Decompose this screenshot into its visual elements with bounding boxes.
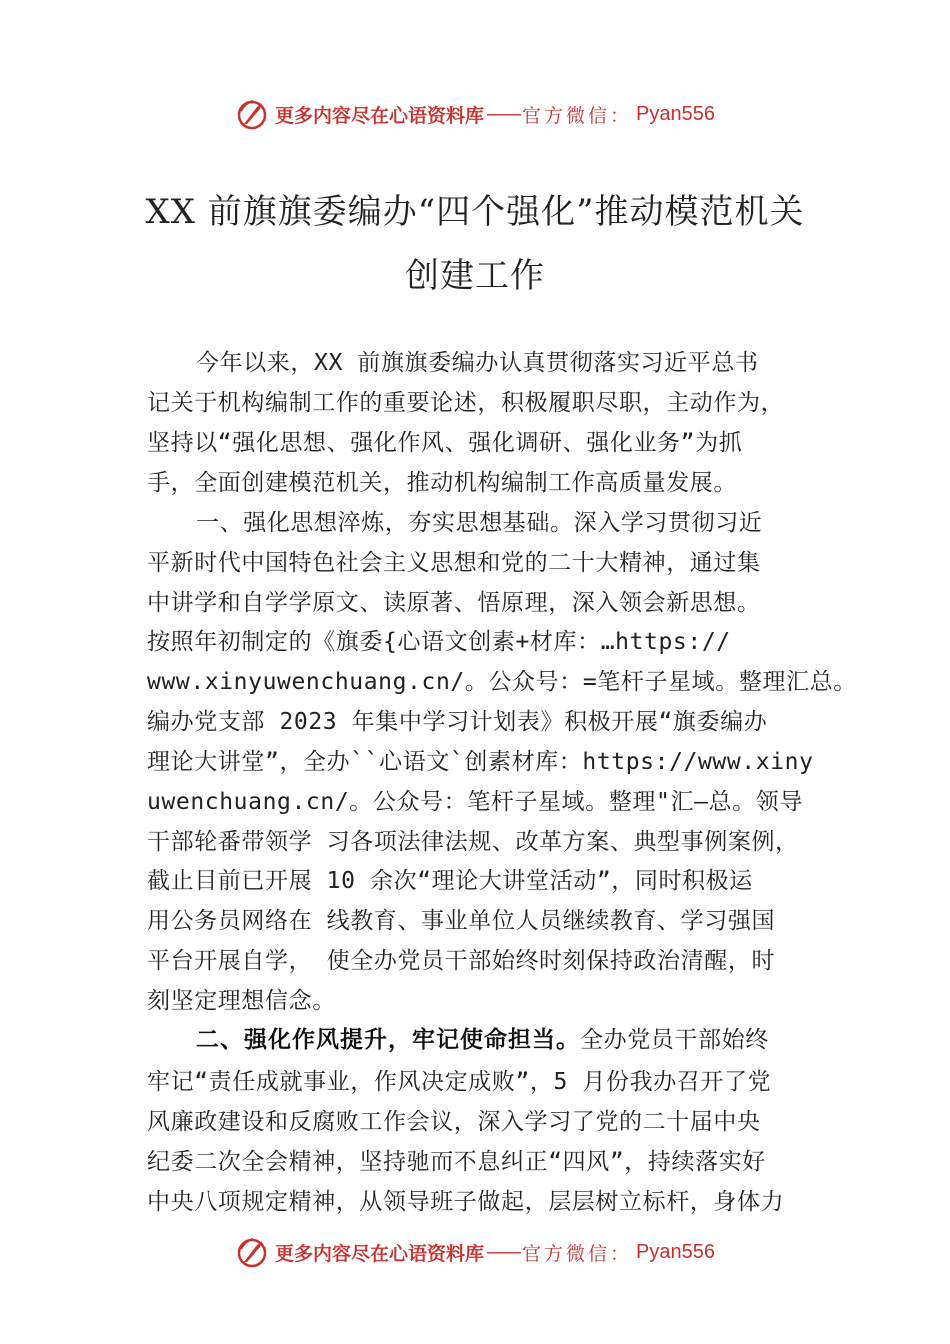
body-line: 用公务员网络在 线教育、事业单位人员继续教育、学习强国 <box>147 908 776 934</box>
body-line: 手，全面创建模范机关，推动机构编制工作高质量发展。 <box>147 470 737 496</box>
section-2-first-line <box>196 1020 769 1060</box>
watermark-dash: —— <box>486 103 521 125</box>
body-line: 刻坚定理想信念。 <box>147 988 336 1014</box>
watermark-footer <box>0 1232 950 1272</box>
body-line: 一、强化思想淬炼，夯实思想基础。深入学习贯彻习近 <box>196 510 763 536</box>
watermark-label: 官方微信： <box>522 1242 633 1265</box>
body-line: www.xinyuwenchuang.cn/。公众号：=笔杆子星域。整理汇总。 <box>147 669 857 695</box>
watermark-label: 官方微信： <box>522 104 633 127</box>
section-2-text: 全办党员干部始终 <box>580 1027 769 1053</box>
body-line: 今年以来，XX 前旗旗委编办认真贯彻落实习近平总书 <box>196 350 759 376</box>
body-line: 中央八项规定精神，从领导班子做起，层层树立标杆，身体力 <box>147 1189 785 1215</box>
body-line: 干部轮番带领学 习各项法律法规、改革方案、典型事例案例， <box>147 829 799 855</box>
body-line: 按照年初制定的《旗委{心语文创素+材库：…https:// <box>147 629 731 655</box>
body-line: 平台开展自学， 使全办党员干部始终时刻保持政治清醒，时 <box>147 948 776 974</box>
body-line: 记关于机构编制工作的重要论述，积极履职尽职，主动作为， <box>147 390 785 416</box>
pen-nib-logo-icon <box>235 1235 269 1269</box>
body-line: 坚持以“强化思想、强化作风、强化调研、强化业务”为抓 <box>147 430 743 456</box>
body-line: 中讲学和自学学原文、读原著、悟原理，深入领会新思想。 <box>147 590 761 616</box>
document-title-line-2: 创建工作 <box>405 256 545 296</box>
watermark-header <box>0 94 950 134</box>
document-title-line-1: XX 前旗旗委编办“四个强化”推动模范机关 <box>145 192 805 232</box>
body-line: 截止目前已开展 10 余次“理论大讲堂活动”，同时积极运 <box>147 868 753 894</box>
body-line: 平新时代中国特色社会主义思想和党的二十大精神，通过集 <box>147 550 761 576</box>
watermark-wechat-id: Pyan556 <box>636 1240 715 1263</box>
pen-nib-logo-icon <box>235 97 269 131</box>
body-line: 理论大讲堂”，全办``心语文`创素材库：https://www.xiny <box>147 749 814 775</box>
body-line: uwenchuang.cn/。公众号：笔杆子星域。整理"汇—总。领导 <box>147 789 803 815</box>
watermark-dash: —— <box>486 1241 521 1263</box>
watermark-brand: 更多内容尽在心语资料库 <box>275 1242 485 1265</box>
section-2-heading: 二、强化作风提升，牢记使命担当。 <box>196 1027 580 1053</box>
watermark-wechat-id: Pyan556 <box>636 102 715 125</box>
body-line: 风廉政建设和反腐败工作会议，深入学习了党的二十届中央 <box>147 1109 761 1135</box>
body-line: 编办党支部 2023 年集中学习计划表》积极开展“旗委编办 <box>147 709 768 735</box>
body-line: 牢记“责任成就事业，作风决定成败”，5 月份我办召开了党 <box>147 1069 772 1095</box>
body-line: 纪委二次全会精神，坚持驰而不息纠正“四风”，持续落实好 <box>147 1149 766 1175</box>
watermark-brand: 更多内容尽在心语资料库 <box>275 104 485 127</box>
